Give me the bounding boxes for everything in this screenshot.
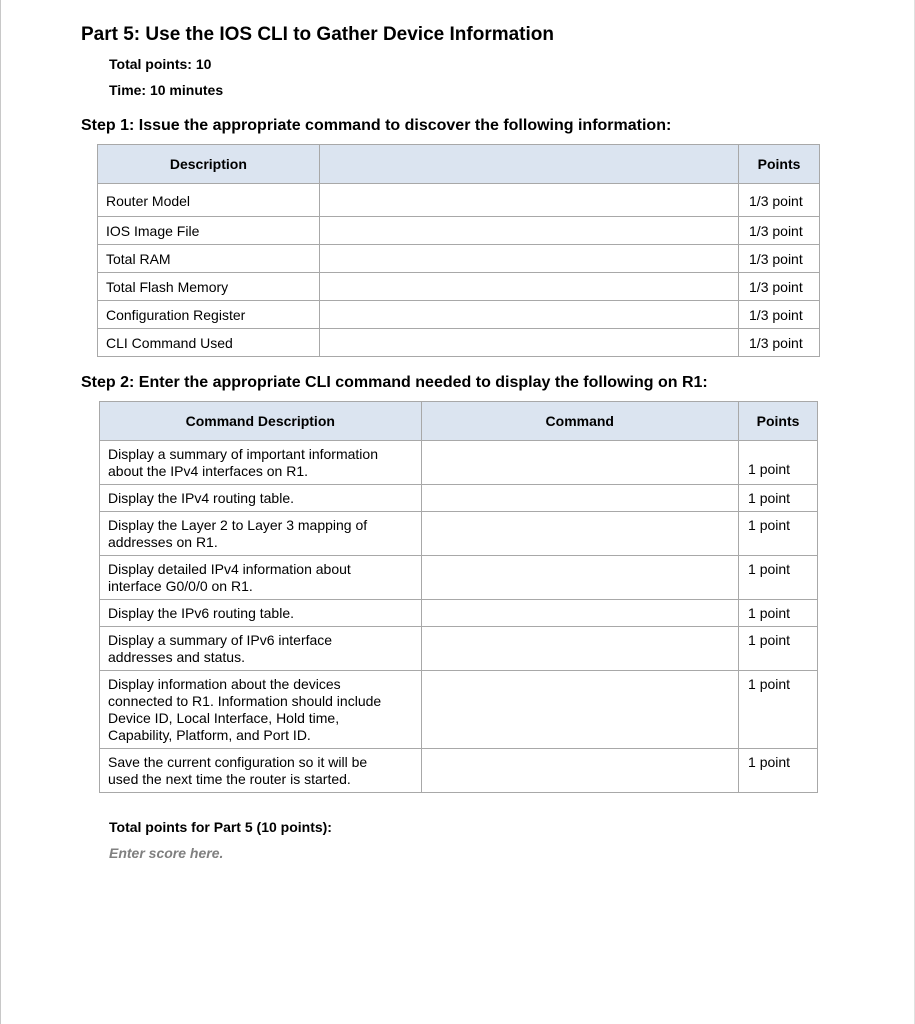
table-header-row (98, 145, 820, 184)
command-cell[interactable] (421, 627, 739, 671)
table-row (98, 245, 820, 273)
table-row (98, 273, 820, 301)
description-line: about the IPv4 interfaces on R1. (108, 463, 309, 479)
row-points: 1/3 point (739, 301, 820, 329)
row-description (100, 600, 422, 627)
part-title: Part 5: Use the IOS CLI to Gather Device Information (81, 24, 554, 45)
step2-title: Step 2: Enter the appropriate CLI command needed to display the following on R1: (81, 374, 708, 391)
description-line: addresses and status. (108, 649, 245, 665)
header-answer (319, 145, 738, 184)
header-command: Command (421, 402, 739, 441)
description-line: interface G0/0/0 on R1. (108, 578, 253, 594)
row-points: 1 point (739, 749, 818, 793)
row-description: Total RAM (98, 245, 320, 273)
description-line: connected to R1. Information should include (108, 693, 382, 709)
row-description (100, 749, 422, 793)
total-points-label: Total points for Part 5 (10 points): (109, 819, 332, 835)
description-line: Display the Layer 2 to Layer 3 mapping of (108, 517, 368, 533)
table-row (100, 556, 818, 600)
table-row (98, 329, 820, 357)
row-description (100, 671, 422, 749)
description-line: Display detailed IPv4 information about (108, 561, 351, 577)
answer-cell[interactable] (319, 184, 738, 217)
table-row (98, 217, 820, 245)
row-description: IOS Image File (98, 217, 320, 245)
table-row (98, 301, 820, 329)
command-cell[interactable] (421, 749, 739, 793)
answer-cell[interactable] (319, 273, 738, 301)
row-description: Configuration Register (98, 301, 320, 329)
row-points: 1 point (739, 512, 818, 556)
description-line: Display the IPv4 routing table. (108, 490, 294, 506)
row-points: 1 point (739, 600, 818, 627)
row-points: 1 point (739, 441, 818, 485)
row-description: Total Flash Memory (98, 273, 320, 301)
total-points: Total points: 10 (109, 56, 212, 72)
row-points: 1 point (739, 671, 818, 749)
table-header-row (100, 402, 818, 441)
description-line: Capability, Platform, and Port ID. (108, 727, 311, 743)
description-line: Display the IPv6 routing table. (108, 605, 294, 621)
row-description (100, 627, 422, 671)
command-cell[interactable] (421, 512, 739, 556)
row-description (100, 441, 422, 485)
step1-title: Step 1: Issue the appropriate command to discover the following information: (81, 117, 672, 134)
row-points: 1/3 point (739, 273, 820, 301)
description-line: Display a summary of important information (108, 446, 378, 462)
description-line: Display a summary of IPv6 interface (108, 632, 333, 648)
table-row (100, 600, 818, 627)
row-points: 1/3 point (739, 184, 820, 217)
row-description: Router Model (98, 184, 320, 217)
command-cell[interactable] (421, 441, 739, 485)
command-cell[interactable] (421, 556, 739, 600)
row-points: 1/3 point (739, 245, 820, 273)
answer-cell[interactable] (319, 217, 738, 245)
table-row (100, 671, 818, 749)
description-line: addresses on R1. (108, 534, 218, 550)
table-row (100, 749, 818, 793)
row-description: CLI Command Used (98, 329, 320, 357)
row-description (100, 512, 422, 556)
score-field[interactable]: Enter score here. (109, 845, 224, 861)
command-cell[interactable] (421, 600, 739, 627)
command-cell[interactable] (421, 671, 739, 749)
answer-cell[interactable] (319, 329, 738, 357)
header-description: Description (98, 145, 320, 184)
table-row (100, 441, 818, 485)
header-command-description: Command Description (100, 402, 422, 441)
table-row (98, 184, 820, 217)
command-cell[interactable] (421, 485, 739, 512)
description-line: used the next time the router is started. (108, 771, 351, 787)
row-points: 1 point (739, 485, 818, 512)
table-row (100, 485, 818, 512)
page-edge-left (0, 0, 1, 1024)
table-row (100, 512, 818, 556)
answer-cell[interactable] (319, 301, 738, 329)
row-points: 1/3 point (739, 217, 820, 245)
row-description (100, 485, 422, 512)
row-description (100, 556, 422, 600)
row-points: 1/3 point (739, 329, 820, 357)
table-row (100, 627, 818, 671)
description-line: Save the current configuration so it will be (108, 754, 368, 770)
description-line: Device ID, Local Interface, Hold time, (108, 710, 340, 726)
header-points: Points (739, 145, 820, 184)
description-line: Display information about the devices (108, 676, 341, 692)
step1-table (97, 144, 820, 357)
step2-table (99, 401, 818, 793)
row-points: 1 point (739, 556, 818, 600)
time-label: Time: 10 minutes (109, 82, 224, 98)
answer-cell[interactable] (319, 245, 738, 273)
row-points: 1 point (739, 627, 818, 671)
header-points: Points (739, 402, 818, 441)
